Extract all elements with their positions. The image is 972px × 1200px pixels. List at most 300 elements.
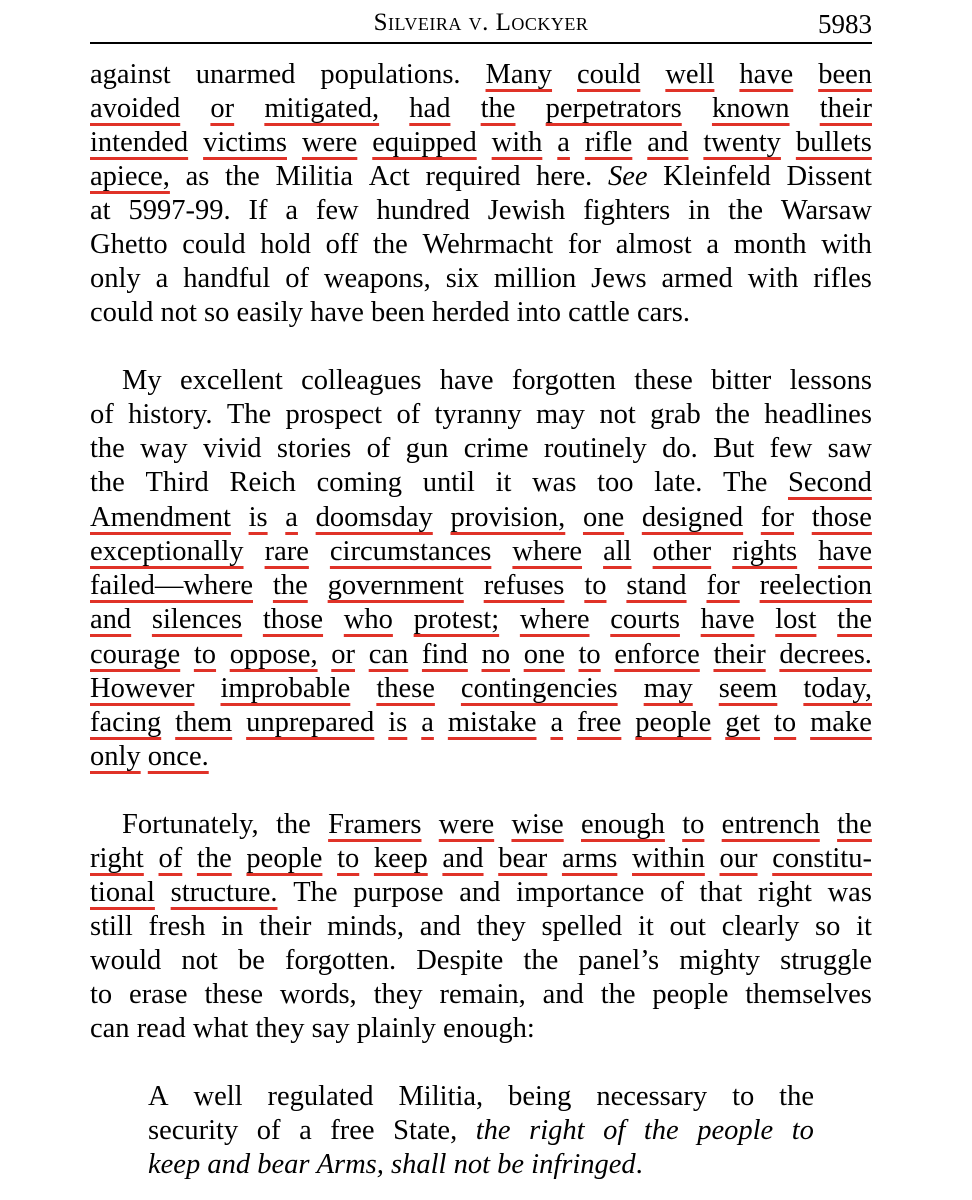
word: or <box>210 93 235 124</box>
word: their <box>259 911 312 942</box>
word: failed—where <box>90 570 253 601</box>
word: designed <box>641 502 744 533</box>
text-line <box>90 296 872 330</box>
word: spelled <box>541 911 623 942</box>
word: could <box>577 59 641 90</box>
word: handful <box>183 263 271 294</box>
word: crime <box>463 433 529 464</box>
word: a <box>285 502 298 533</box>
quote-line <box>148 1114 814 1148</box>
word: late. <box>654 467 703 498</box>
word: of <box>603 1115 626 1146</box>
word: bitter <box>711 365 772 396</box>
word: of <box>285 263 309 294</box>
word: the <box>90 467 125 498</box>
text-line <box>90 740 872 774</box>
word: within <box>632 843 705 874</box>
word: panel’s <box>578 945 660 976</box>
word: people <box>246 843 323 874</box>
page-number: 5983 <box>818 9 872 39</box>
word: Framers <box>328 809 422 840</box>
word: Militia, <box>398 1081 484 1112</box>
word: fresh <box>148 911 206 942</box>
text-line <box>90 808 872 842</box>
word: may <box>643 673 693 704</box>
word: they <box>476 911 526 942</box>
word: shall <box>391 1149 447 1180</box>
word: constitu- <box>772 843 872 874</box>
word: the <box>272 570 308 601</box>
word: for <box>706 570 740 601</box>
word: where <box>519 604 590 635</box>
word: those <box>262 604 324 635</box>
word: grab <box>650 399 701 430</box>
text-line <box>90 398 872 432</box>
word: way <box>140 433 188 464</box>
word: coming <box>316 467 403 498</box>
word: regulated <box>267 1081 374 1112</box>
text-line <box>90 603 872 637</box>
word: free <box>577 707 622 738</box>
text-line <box>90 535 872 569</box>
word: bear <box>257 1149 310 1180</box>
word: until <box>422 467 475 498</box>
text-line <box>90 876 872 910</box>
word: Third <box>145 467 209 498</box>
word: However <box>90 673 195 704</box>
word: at <box>90 195 111 226</box>
word: have <box>818 536 872 567</box>
word: Amendment <box>90 502 231 533</box>
text-line <box>90 466 872 500</box>
word: month <box>733 229 807 260</box>
word: few <box>315 195 359 226</box>
word: today, <box>803 673 872 704</box>
word: the <box>523 945 559 976</box>
word: their <box>713 639 766 670</box>
word: have <box>310 297 364 328</box>
word: of <box>366 433 391 464</box>
word: these <box>634 365 693 396</box>
word: rights <box>732 536 798 567</box>
word: in <box>221 911 244 942</box>
text-line <box>90 706 872 740</box>
word: If <box>248 195 268 226</box>
word: of <box>256 1115 281 1146</box>
word: well <box>193 1081 243 1112</box>
word: refuses <box>483 570 565 601</box>
running-head: Silveira v. Lockyer <box>373 9 589 36</box>
word: reelection <box>759 570 872 601</box>
word: Fortunately, <box>122 809 259 840</box>
word: wise <box>511 809 564 840</box>
word: were <box>438 809 495 840</box>
word: security <box>148 1115 239 1146</box>
word: one <box>582 502 625 533</box>
word: that <box>699 877 743 908</box>
word: so <box>814 911 841 942</box>
word: purpose <box>353 877 444 908</box>
word: unprepared <box>246 707 375 738</box>
word: words, <box>279 979 357 1010</box>
word: A <box>148 1081 169 1112</box>
word: Militia <box>275 161 354 192</box>
word: colleagues <box>301 365 422 396</box>
word: saw <box>827 433 872 464</box>
word: required <box>425 161 521 192</box>
word: these <box>376 673 435 704</box>
word: doomsday <box>315 502 433 533</box>
word: the <box>480 93 516 124</box>
text-line <box>90 228 872 262</box>
word: is <box>248 502 268 533</box>
text-line <box>90 92 872 126</box>
word: the <box>728 195 763 226</box>
word: stories <box>276 433 352 464</box>
word: for <box>760 502 795 533</box>
text-line <box>90 126 872 160</box>
word: remain, <box>439 979 526 1010</box>
word: to <box>90 979 113 1010</box>
word: Reich <box>229 467 296 498</box>
word: Wehrmacht <box>422 229 554 260</box>
word: fighters <box>583 195 671 226</box>
word: to <box>193 639 217 670</box>
word: known <box>711 93 790 124</box>
word: herded <box>431 297 510 328</box>
word: the <box>837 604 872 635</box>
text-line <box>90 978 872 1012</box>
word: a <box>285 195 298 226</box>
word: right <box>758 877 812 908</box>
quote-line <box>148 1080 814 1114</box>
word: the <box>90 433 125 464</box>
word: easily <box>236 297 303 328</box>
word: with <box>821 229 872 260</box>
word: unarmed <box>195 59 296 90</box>
word: the <box>779 1081 814 1112</box>
word: lessons <box>789 365 872 396</box>
word: mighty <box>679 945 761 976</box>
word: plainly <box>356 1013 436 1044</box>
word: of <box>158 843 183 874</box>
word: out <box>669 911 706 942</box>
word: silences <box>151 604 243 635</box>
word: it <box>637 911 654 942</box>
word: of <box>660 877 684 908</box>
text-line <box>90 160 872 194</box>
word: no <box>481 639 511 670</box>
word: Many <box>485 59 553 90</box>
word: 5997-99. <box>128 195 231 226</box>
word: the <box>196 843 232 874</box>
word: would <box>90 945 162 976</box>
word: be <box>237 945 265 976</box>
word: Warsaw <box>780 195 872 226</box>
text-line <box>90 58 872 92</box>
word: is <box>388 707 408 738</box>
word: it <box>856 911 872 942</box>
word: to <box>337 843 360 874</box>
word: and <box>647 127 689 158</box>
word: See <box>607 161 648 192</box>
word: keep <box>373 843 428 874</box>
text-line <box>90 364 872 398</box>
word: too <box>597 467 634 498</box>
word: circumstances <box>329 536 492 567</box>
word: minds, <box>327 911 404 942</box>
word: courts <box>610 604 680 635</box>
word: six <box>445 263 479 294</box>
word: vivid <box>202 433 262 464</box>
word: these <box>204 979 264 1010</box>
word: right <box>529 1115 585 1146</box>
word: mitigated, <box>264 93 380 124</box>
word: gun <box>405 433 449 464</box>
word: they <box>373 979 423 1010</box>
word: other <box>652 536 712 567</box>
word: armed <box>661 263 733 294</box>
word: be <box>497 1149 525 1180</box>
word: and <box>442 843 484 874</box>
word: structure. <box>170 877 278 908</box>
word: only <box>90 263 141 294</box>
word: once. <box>147 741 209 772</box>
word: not <box>599 399 636 430</box>
word: Second <box>787 467 872 498</box>
word: to <box>578 639 601 670</box>
word: all <box>603 536 632 567</box>
word: was <box>532 467 577 498</box>
quote-line <box>148 1148 814 1182</box>
word: people <box>697 1115 774 1146</box>
word: perpetrators <box>545 93 682 124</box>
word: to <box>774 707 797 738</box>
word: was <box>827 877 872 908</box>
word: and <box>207 1149 251 1180</box>
word: a <box>421 707 434 738</box>
word: oppose, <box>229 639 318 670</box>
word: and <box>542 979 584 1010</box>
word: for <box>567 229 602 260</box>
word: their <box>819 93 872 124</box>
word: where <box>512 536 583 567</box>
text-line <box>90 432 872 466</box>
word: them <box>175 707 233 738</box>
word: been <box>371 297 425 328</box>
text-line <box>90 501 872 535</box>
word: the <box>372 229 408 260</box>
word: twenty <box>703 127 781 158</box>
word: infringed <box>531 1149 636 1180</box>
word: entrench <box>721 809 820 840</box>
word: arms <box>561 843 618 874</box>
word: can <box>368 639 409 670</box>
word: populations. <box>320 59 461 90</box>
word: Dissent <box>786 161 872 192</box>
word: intended <box>90 127 189 158</box>
word: not <box>453 1149 490 1180</box>
word: The <box>226 399 272 430</box>
page-header <box>90 4 872 44</box>
word: stand <box>626 570 687 601</box>
word: had <box>409 93 451 124</box>
word: can <box>90 1013 130 1044</box>
word: victims <box>203 127 287 158</box>
word: enforce <box>614 639 700 670</box>
word: who <box>343 604 393 635</box>
word: a <box>706 229 720 260</box>
word: struggle <box>780 945 872 976</box>
word: may <box>535 399 586 430</box>
word: bullets <box>795 127 872 158</box>
word: or <box>331 639 356 670</box>
word: necessary <box>596 1081 708 1112</box>
word: provision, <box>450 502 566 533</box>
word: apiece, <box>90 161 170 192</box>
word: a <box>557 127 570 158</box>
word: Ghetto <box>90 229 168 260</box>
word: off <box>325 229 359 260</box>
word: importance <box>516 877 645 908</box>
word: rifle <box>584 127 633 158</box>
text-line <box>90 638 872 672</box>
word: have <box>739 59 794 90</box>
word: not <box>160 297 197 328</box>
word: a <box>299 1115 312 1146</box>
word: almost <box>615 229 692 260</box>
word: protest; <box>413 604 500 635</box>
word: hold <box>260 229 311 260</box>
word: keep <box>148 1149 201 1180</box>
word: and <box>419 911 461 942</box>
word: into <box>516 297 561 328</box>
text-line <box>90 944 872 978</box>
word: free <box>330 1115 375 1146</box>
word: rare <box>264 536 309 567</box>
word: The <box>293 877 338 908</box>
word: to <box>791 1115 814 1146</box>
word: right <box>90 843 144 874</box>
word: find <box>421 639 468 670</box>
word: weapons, <box>323 263 431 294</box>
word: tyranny <box>434 399 522 430</box>
word: courage <box>90 639 181 670</box>
word: seem <box>718 673 778 704</box>
word: Kleinfeld <box>663 161 771 192</box>
word: with <box>491 127 543 158</box>
word: facing <box>90 707 162 738</box>
word: to <box>682 809 705 840</box>
word: cattle <box>568 297 630 328</box>
word: have <box>700 604 755 635</box>
word: enough <box>581 809 665 840</box>
word: . <box>635 1149 643 1180</box>
word: government <box>327 570 464 601</box>
word: the <box>475 1115 511 1146</box>
word: rifles <box>813 263 872 294</box>
word: so <box>204 297 230 328</box>
word: the <box>224 161 260 192</box>
word: My <box>122 365 162 396</box>
word: what <box>192 1013 249 1044</box>
word: decrees. <box>779 639 872 670</box>
word: the <box>275 809 311 840</box>
word: do. <box>662 433 698 464</box>
word: people <box>635 707 712 738</box>
text-line <box>90 194 872 228</box>
word: a <box>550 707 564 738</box>
word: to <box>732 1081 755 1112</box>
word: erase <box>129 979 188 1010</box>
word: tional <box>90 877 155 908</box>
word: forgotten <box>511 365 616 396</box>
word: of <box>90 399 114 430</box>
word: headlines <box>764 399 872 430</box>
word: few <box>769 433 813 464</box>
word: exceptionally <box>90 536 244 567</box>
text-line <box>90 910 872 944</box>
word: lost <box>775 604 817 635</box>
word: State, <box>393 1115 458 1146</box>
word: and <box>90 604 132 635</box>
word: hundred <box>376 195 470 226</box>
word: people <box>652 979 729 1010</box>
text-line <box>90 569 872 603</box>
word: against <box>90 59 171 90</box>
word: could <box>90 297 154 328</box>
word: cars. <box>636 297 690 328</box>
word: only <box>90 741 141 772</box>
word: say <box>311 1013 350 1044</box>
word: prospect <box>285 399 383 430</box>
word: mistake <box>447 707 537 738</box>
word: the <box>715 399 750 430</box>
word: Act <box>368 161 410 192</box>
word: well <box>665 59 715 90</box>
word: been <box>818 59 872 90</box>
word: one <box>523 639 565 670</box>
word: it <box>495 467 512 498</box>
word: here. <box>536 161 593 192</box>
word: the <box>600 979 636 1010</box>
word: history. <box>128 399 213 430</box>
word: they <box>255 1013 305 1044</box>
word: those <box>811 502 872 533</box>
word: as <box>185 161 210 192</box>
word: get <box>725 707 761 738</box>
text-line <box>90 842 872 876</box>
word: Arms, <box>316 1149 384 1180</box>
word: The <box>723 467 768 498</box>
word: avoided <box>90 93 181 124</box>
word: excellent <box>179 365 283 396</box>
word: with <box>747 263 799 294</box>
word: the <box>643 1115 679 1146</box>
word: still <box>90 911 133 942</box>
word: themselves <box>745 979 872 1010</box>
text-line <box>90 672 872 706</box>
word: make <box>810 707 872 738</box>
word: to <box>584 570 607 601</box>
word: forgotten. <box>285 945 397 976</box>
word: million <box>493 263 577 294</box>
word: contingencies <box>460 673 618 704</box>
word: our <box>719 843 758 874</box>
text-line <box>90 1012 872 1046</box>
word: could <box>182 229 246 260</box>
word: improbable <box>220 673 351 704</box>
